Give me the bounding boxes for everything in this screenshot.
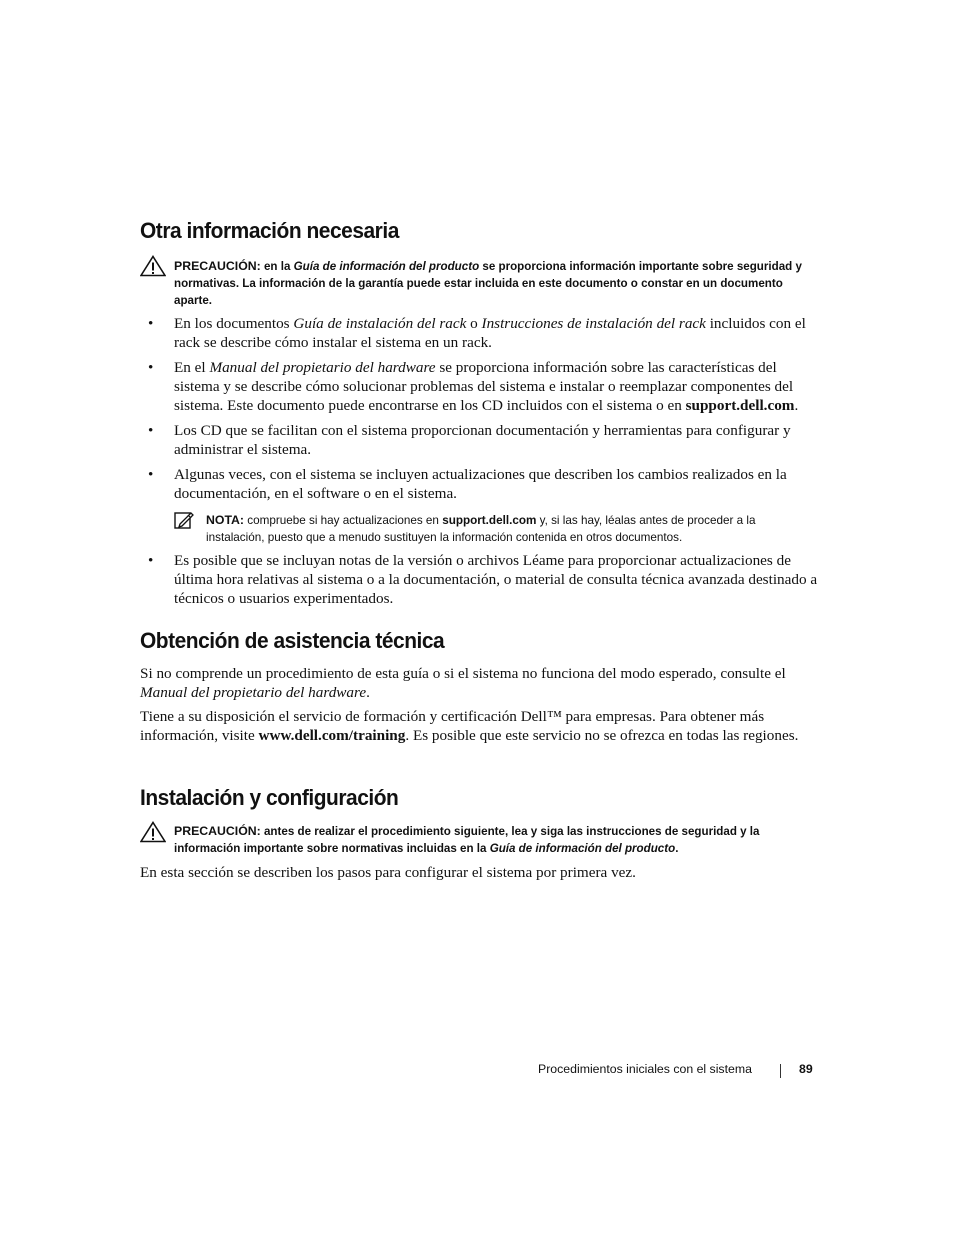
note-pencil-icon (174, 511, 194, 529)
caution-reference: Guía de información del producto (293, 260, 480, 273)
support-link[interactable]: support.dell.com (685, 397, 795, 414)
caution-triangle-icon (140, 255, 166, 277)
section-heading-asistencia-tecnica: Obtención de asistencia técnica (140, 628, 445, 653)
training-link[interactable]: www.dell.com/training (258, 727, 406, 744)
caution-reference: Guía de información del producto (489, 842, 676, 855)
footer-divider (780, 1064, 781, 1078)
caution-text: PRECAUCIÓN: antes de realizar el procedimiento siguiente, lea y siga las instrucciones de seguridad y la información importante sobre normativas incluidas en la Guía de información del producto. (174, 824, 760, 855)
bullet-icon: • (148, 422, 154, 439)
note-text: NOTA: compruebe si hay actualizaciones en support.dell.com y, si las hay, léalas antes de proceder a la instalación, puesto que a menudo sustituyen la información contenida en otros documentos. (206, 513, 756, 544)
page-footer (538, 1062, 828, 1082)
document-page: Otra información necesaria PRECAUCIÓN: en la Guía de información del producto se proporciona información importante sobre seguridad y normativas. La información de la garantía puede estar incluida en este documento o constar en un documento aparte. • En los documentos Guía de instalación del rack o Instrucciones de instalación del rack incluidos con el rack se describe cómo instalar el sistema en un rack. • En el Manual del propietario del hardware se proporciona información sobre las características del sistema y se describe cómo solucionar problemas del sistema e instalar o reemplazar componentes del sistema. Este documento puede encontrarse en los CD incluidos con el sistema o en support.dell.com. • Los CD que se facilitan con el sistema proporcionan documentación y herramientas para configurar y administrar el sistema. • Algunas veces, con el sistema se incluyen actualizaciones que describen los cambios realizados en la documentación, en el software o en el sistema. NOTA: compruebe si hay actualizaciones en support.dell.com y, si las hay, léalas antes de proceder a la instalación, puesto que a menudo sustituyen la información contenida en otros documentos. • Es posible que se incluyan notas de la versión o archivos Léame para proporcionar actualizaciones de última hora relativas al sistema o a la documentación, o material de consulta técnica avanzada destinado a técnicos o usuarios experimentados. Obtención de asistencia técnica Si no comprende un procedimiento de esta guía o si el sistema no funciona del modo esperado, consulte el Manual del propietario del hardware. Tiene a su disposición el servicio de formación y certificación Dell™ para empresas. Para obtener más información, visite www.dell.com/training. Es posible que este servicio no se ofrezca en todas las regiones. Instalación y configuración PRECAUCIÓN: antes de realizar el procedimiento siguiente, lea y siga las instrucciones de seguridad y la información importante sobre normativas incluidas en la Guía de información del producto. En esta sección se describen los pasos para configurar el sistema por primera vez. Procedimientos iniciales con el sistema 89 (0, 0, 954, 1235)
paragraph-setup: En esta sección se describen los pasos para configurar el sistema por primera vez. (140, 864, 636, 881)
section-heading-otra-informacion: Otra información necesaria (140, 218, 399, 243)
caution-label: PRECAUCIÓN: (174, 824, 261, 838)
bullet-icon: • (148, 359, 154, 376)
footer-title: Procedimientos iniciales con el sistema (538, 1062, 752, 1076)
bullet-icon: • (148, 466, 154, 483)
caution-label: PRECAUCIÓN: (174, 259, 261, 273)
paragraph-support-1: Si no comprende un procedimiento de esta guía o si el sistema no funciona del modo esperado, consulte el Manual del propietario del hardware. (140, 665, 786, 701)
manual-reference: Manual del propietario del hardware (140, 684, 367, 701)
caution-text: PRECAUCIÓN: en la Guía de información del producto se proporciona información importante sobre seguridad y normativas. La información de la garantía puede estar incluida en este documento o constar en un documento aparte. (174, 259, 802, 307)
bullet-icon: • (148, 552, 154, 569)
page-number: 89 (799, 1062, 813, 1076)
support-link[interactable]: support.dell.com (442, 514, 537, 527)
paragraph-support-2: Tiene a su disposición el servicio de formación y certificación Dell™ para empresas. Para obtener más información, visite www.dell.com/training. Es posible que este servicio no se ofrezca en todas las regiones. (140, 708, 799, 744)
section-heading-instalacion: Instalación y configuración (140, 785, 399, 810)
caution-triangle-icon (140, 821, 166, 843)
bullet-icon: • (148, 315, 154, 332)
note-label: NOTA: (206, 513, 245, 527)
